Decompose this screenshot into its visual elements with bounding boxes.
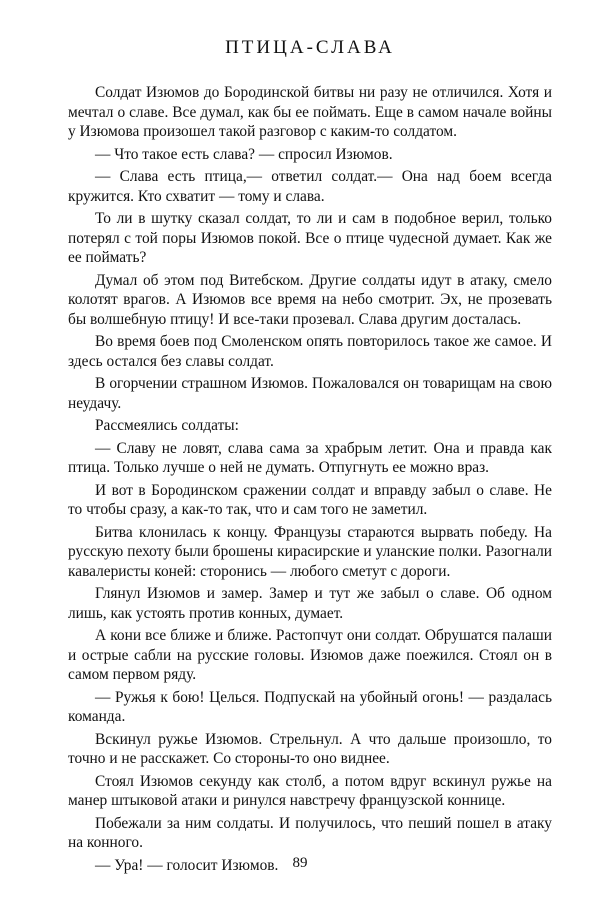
paragraph: Рассмеялись солдаты: bbox=[95, 417, 239, 434]
page-number: 89 bbox=[292, 855, 308, 871]
paragraph: Битва клонилась к концу. Французы стараются вырвать победу. На русскую пехоту были брошены кирасирские и уланские полки. Разогнали кавалеристы коней: сторонись — любого сметут с дороги. bbox=[68, 523, 552, 580]
text-body bbox=[68, 83, 552, 875]
page-title: ПТИЦА-СЛАВА bbox=[225, 37, 395, 58]
paragraph: — Ружья к бою! Целься. Подпускай на убойный огонь! — раздалась команда. bbox=[68, 688, 552, 725]
paragraph: Солдат Изюмов до Бородинской битвы ни разу не отличился. Хотя и мечтал о славе. Все думал, как бы ее поймать. Еще в самом начале войны у Изюмова произошел такой разговор с каким-то солдатом. bbox=[68, 84, 552, 140]
paragraph: Глянул Изюмов и замер. Замер и тут же забыл о славе. Об одном лишь, как устоять против конных, думает. bbox=[68, 585, 552, 622]
paragraph: — Слава есть птица,— ответил солдат.— Она над боем всегда кружится. Кто схватит — тому и слава. bbox=[68, 168, 552, 205]
paragraph: И вот в Бородинском сражении солдат и вправду забыл о славе. Не то чтобы сразу, а как-то так, что и сам того не заметил. bbox=[68, 481, 552, 518]
paragraph: — Славу не ловят, слава сама за храбрым летит. Она и правда как птица. Только лучше о ней не думать. Отпугнуть ее можно враз. bbox=[68, 439, 552, 476]
paragraph: Стоял Изюмов секунду как столб, а потом вдруг вскинул ружье на манер штыковой атаки и ринулся навстречу французской коннице. bbox=[68, 772, 552, 809]
paragraph: В огорчении страшном Изюмов. Пожаловался он товарищам на свою неудачу. bbox=[68, 375, 552, 412]
paragraph: А кони все ближе и ближе. Растопчут они солдат. Обрушатся палаши и острые сабли на русские головы. Изюмов даже поежился. Стоял он в самом первом ряду. bbox=[68, 627, 552, 683]
paragraph: Побежали за ним солдаты. И получилось, что пеший пошел в атаку на конного. bbox=[68, 814, 552, 851]
paragraph: Думал об этом под Витебском. Другие солдаты идут в атаку, смело колотят врагов. А Изюмов все время на небо смотрит. Эх, не прозевать бы волшебную птицу! И все-таки прозевал. Слава другим досталась. bbox=[68, 271, 552, 328]
paragraph: Вскинул ружье Изюмов. Стрельнул. А что дальше произошло, то точно и не расскажет. Со стороны-то оно виднее. bbox=[68, 730, 552, 767]
paragraph: — Ура! — голосит Изюмов. bbox=[95, 856, 279, 874]
paragraph: То ли в шутку сказал солдат, то ли и сам в подобное верил, только потерял с той поры Изюмов покой. Все о птице чудесной думает. Как же ее поймать? bbox=[68, 210, 552, 266]
paragraph: — Что такое есть слава? — спросил Изюмов. bbox=[95, 145, 393, 163]
paragraph: Во время боев под Смоленском опять повторилось такое же самое. И здесь остался без славы солдат. bbox=[68, 333, 552, 370]
